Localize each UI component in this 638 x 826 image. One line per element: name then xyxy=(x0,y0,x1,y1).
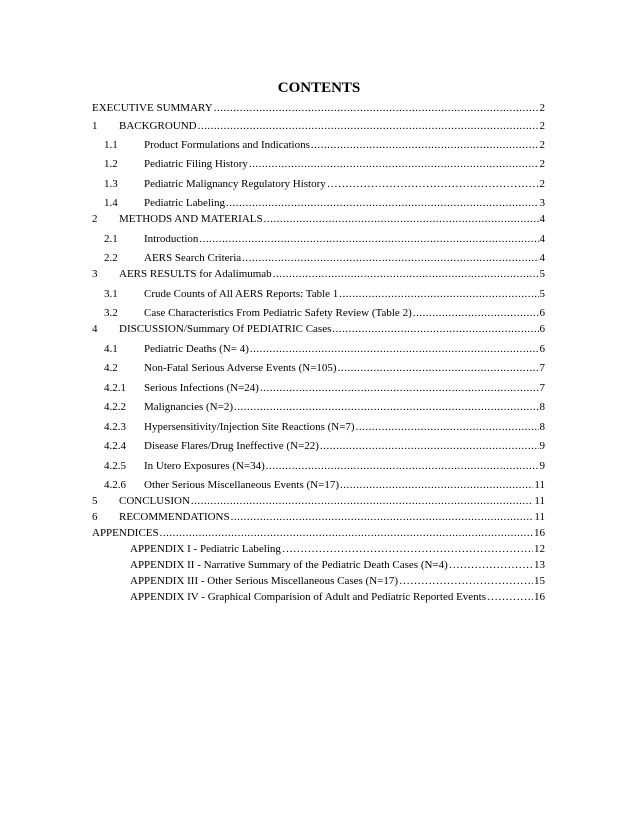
toc-entry[interactable] xyxy=(92,212,545,226)
toc-entry-number: 4 xyxy=(92,323,98,335)
toc-entry[interactable] xyxy=(104,459,545,473)
toc-entry-number: 4.2.6 xyxy=(104,479,126,491)
toc-entry-title: AERS Search Criteria xyxy=(144,252,242,264)
toc-entry-page: 2 xyxy=(539,120,545,132)
toc-dot-leader xyxy=(231,510,534,524)
toc-entry-title: BACKGROUND xyxy=(119,120,197,132)
toc-entry-page: 11 xyxy=(534,511,545,523)
toc-entry-title: Hypersensitivity/Injection Site Reactions (N=7) xyxy=(144,421,355,433)
toc-dot-leader xyxy=(214,101,539,115)
toc-entry[interactable] xyxy=(104,342,545,356)
toc-entry-title: Other Serious Miscellaneous Events (N=17) xyxy=(144,479,339,491)
toc-entry[interactable] xyxy=(104,439,545,453)
toc-entry[interactable] xyxy=(92,526,545,540)
toc-entry-page: 8 xyxy=(539,401,545,413)
toc-entry[interactable] xyxy=(104,287,545,301)
toc-entry[interactable] xyxy=(104,478,545,492)
toc-dot-leader xyxy=(282,542,533,556)
toc-entry-page: 15 xyxy=(534,575,545,587)
toc-dot-leader xyxy=(327,177,539,191)
toc-entry[interactable] xyxy=(92,101,545,115)
toc-entry-page: 9 xyxy=(539,460,545,472)
toc-dot-leader xyxy=(191,494,534,508)
toc-dot-leader xyxy=(249,157,539,171)
toc-entry-page: 11 xyxy=(534,495,545,507)
toc-entry[interactable] xyxy=(104,138,545,152)
toc-entry-page: 2 xyxy=(539,139,545,151)
toc-entry[interactable] xyxy=(92,267,545,281)
toc-dot-leader xyxy=(234,400,539,414)
toc-entry-title: Case Characteristics From Pediatric Safety Review (Table 2) xyxy=(144,307,412,319)
toc-entry-page: 4 xyxy=(539,252,545,264)
toc-entry[interactable] xyxy=(130,590,545,604)
toc-entry-title: Disease Flares/Drug Ineffective (N=22) xyxy=(144,440,319,452)
toc-entry-title: METHODS AND MATERIALS xyxy=(119,213,263,225)
toc-entry-page: 7 xyxy=(539,362,545,374)
toc-dot-leader xyxy=(487,590,533,604)
toc-entry[interactable] xyxy=(104,232,545,246)
toc-entry-page: 16 xyxy=(534,591,545,603)
toc-entry-page: 6 xyxy=(539,323,545,335)
toc-entry-page: 11 xyxy=(534,479,545,491)
toc-entry[interactable] xyxy=(130,558,545,572)
toc-dot-leader xyxy=(199,232,538,246)
toc-entry-title: Pediatric Malignancy Regulatory History xyxy=(144,178,326,190)
toc-entry-number: 2.1 xyxy=(104,233,118,245)
toc-dot-leader xyxy=(449,558,533,572)
toc-entry-number: 3 xyxy=(92,268,98,280)
toc-entry-number: 1.2 xyxy=(104,158,118,170)
toc-entry-title: Pediatric Filing History xyxy=(144,158,248,170)
toc-dot-leader xyxy=(266,459,539,473)
toc-entry[interactable] xyxy=(92,510,545,524)
toc-entry-number: 2 xyxy=(92,213,98,225)
toc-dot-leader xyxy=(242,251,538,265)
toc-entry-title: DISCUSSION/Summary Of PEDIATRIC Cases xyxy=(119,323,332,335)
toc-entry-page: 7 xyxy=(539,382,545,394)
toc-entry-number: 4.2.3 xyxy=(104,421,126,433)
toc-entry[interactable] xyxy=(104,306,545,320)
toc-dot-leader xyxy=(340,478,533,492)
toc-entry[interactable] xyxy=(92,119,545,133)
toc-entry-title: APPENDICES xyxy=(92,527,159,539)
toc-entry[interactable] xyxy=(104,381,545,395)
toc-entry-page: 13 xyxy=(534,559,545,571)
toc-entry[interactable] xyxy=(104,196,545,210)
toc-entry-number: 6 xyxy=(92,511,98,523)
toc-entry[interactable] xyxy=(104,177,545,191)
toc-entry-page: 6 xyxy=(539,343,545,355)
toc-dot-leader xyxy=(332,322,538,336)
toc-dot-leader xyxy=(198,119,539,133)
toc-entry-number: 3.1 xyxy=(104,288,118,300)
toc-entry-number: 4.2.5 xyxy=(104,460,126,472)
toc-dot-leader xyxy=(413,306,539,320)
toc-dot-leader xyxy=(226,196,539,210)
toc-entry-page: 2 xyxy=(539,158,545,170)
toc-entry[interactable] xyxy=(92,494,545,508)
toc-entry-title: APPENDIX IV - Graphical Comparision of Adult and Pediatric Reported Events xyxy=(130,591,487,603)
toc-entry-page: 4 xyxy=(539,233,545,245)
toc-entry-number: 4.2.1 xyxy=(104,382,126,394)
toc-entry-title: Pediatric Deaths (N= 4) xyxy=(144,343,249,355)
toc-entry-page: 12 xyxy=(534,543,545,555)
toc-entry-title: EXECUTIVE SUMMARY xyxy=(92,102,213,114)
toc-entry[interactable] xyxy=(92,322,545,336)
toc-entry-title: Non-Fatal Serious Adverse Events (N=105) xyxy=(144,362,337,374)
toc-entry-page: 8 xyxy=(539,421,545,433)
toc-entry-title: Crude Counts of All AERS Reports: Table 1 xyxy=(144,288,339,300)
toc-entry[interactable] xyxy=(130,542,545,556)
toc-entry-number: 4.2.4 xyxy=(104,440,126,452)
toc-entry[interactable] xyxy=(104,157,545,171)
toc-dot-leader xyxy=(339,287,538,301)
toc-dot-leader xyxy=(264,212,539,226)
toc-entry-page: 2 xyxy=(539,102,545,114)
toc-entry[interactable] xyxy=(104,251,545,265)
toc-dot-leader xyxy=(250,342,539,356)
toc-entry-title: Pediatric Labeling xyxy=(144,197,225,209)
toc-entry-number: 4.1 xyxy=(104,343,118,355)
toc-dot-leader xyxy=(320,439,539,453)
toc-entry[interactable] xyxy=(104,420,545,434)
toc-entry-number: 1.3 xyxy=(104,178,118,190)
toc-dot-leader xyxy=(311,138,539,152)
toc-entry-page: 5 xyxy=(539,288,545,300)
toc-entry-title: CONCLUSION xyxy=(119,495,190,507)
toc-entry[interactable] xyxy=(104,361,545,375)
toc-entry-page: 3 xyxy=(539,197,545,209)
toc-entry[interactable] xyxy=(130,574,545,588)
toc-entry-title: Malignancies (N=2) xyxy=(144,401,233,413)
toc-entry-page: 4 xyxy=(539,213,545,225)
toc-dot-leader xyxy=(160,526,533,540)
toc-entry-title: APPENDIX I - Pediatric Labeling xyxy=(130,543,281,555)
page-title: CONTENTS xyxy=(277,80,361,96)
toc-entry-number: 4.2 xyxy=(104,362,118,374)
toc-entry-title: Serious Infections (N=24) xyxy=(144,382,259,394)
toc-dot-leader xyxy=(399,574,533,588)
toc-dot-leader xyxy=(260,381,539,395)
toc-dot-leader xyxy=(356,420,539,434)
toc-entry-page: 9 xyxy=(539,440,545,452)
toc-dot-leader xyxy=(273,267,539,281)
toc-entry-title: Introduction xyxy=(144,233,199,245)
toc-entry-number: 1 xyxy=(92,120,98,132)
toc-entry-number: 1.4 xyxy=(104,197,118,209)
toc-entry-page: 6 xyxy=(539,307,545,319)
toc-entry-title: Product Formulations and Indications xyxy=(144,139,310,151)
toc-entry-number: 1.1 xyxy=(104,139,118,151)
toc-entry-page: 5 xyxy=(539,268,545,280)
toc-entry-title: In Utero Exposures (N=34) xyxy=(144,460,265,472)
toc-entry-title: APPENDIX III - Other Serious Miscellaneous Cases (N=17) xyxy=(130,575,399,587)
toc-entry-title: APPENDIX II - Narrative Summary of the Pediatric Death Cases (N=4) xyxy=(130,559,448,571)
toc-entry-number: 2.2 xyxy=(104,252,118,264)
toc-entry[interactable] xyxy=(104,400,545,414)
toc-entry-title: RECOMMENDATIONS xyxy=(119,511,230,523)
toc-entry-number: 4.2.2 xyxy=(104,401,126,413)
toc-entry-page: 2 xyxy=(539,178,545,190)
toc-entry-page: 16 xyxy=(534,527,545,539)
toc-entry-title: AERS RESULTS for Adalimumab xyxy=(119,268,272,280)
toc-entry-number: 5 xyxy=(92,495,98,507)
toc-entry-number: 3.2 xyxy=(104,307,118,319)
toc-dot-leader xyxy=(338,361,539,375)
